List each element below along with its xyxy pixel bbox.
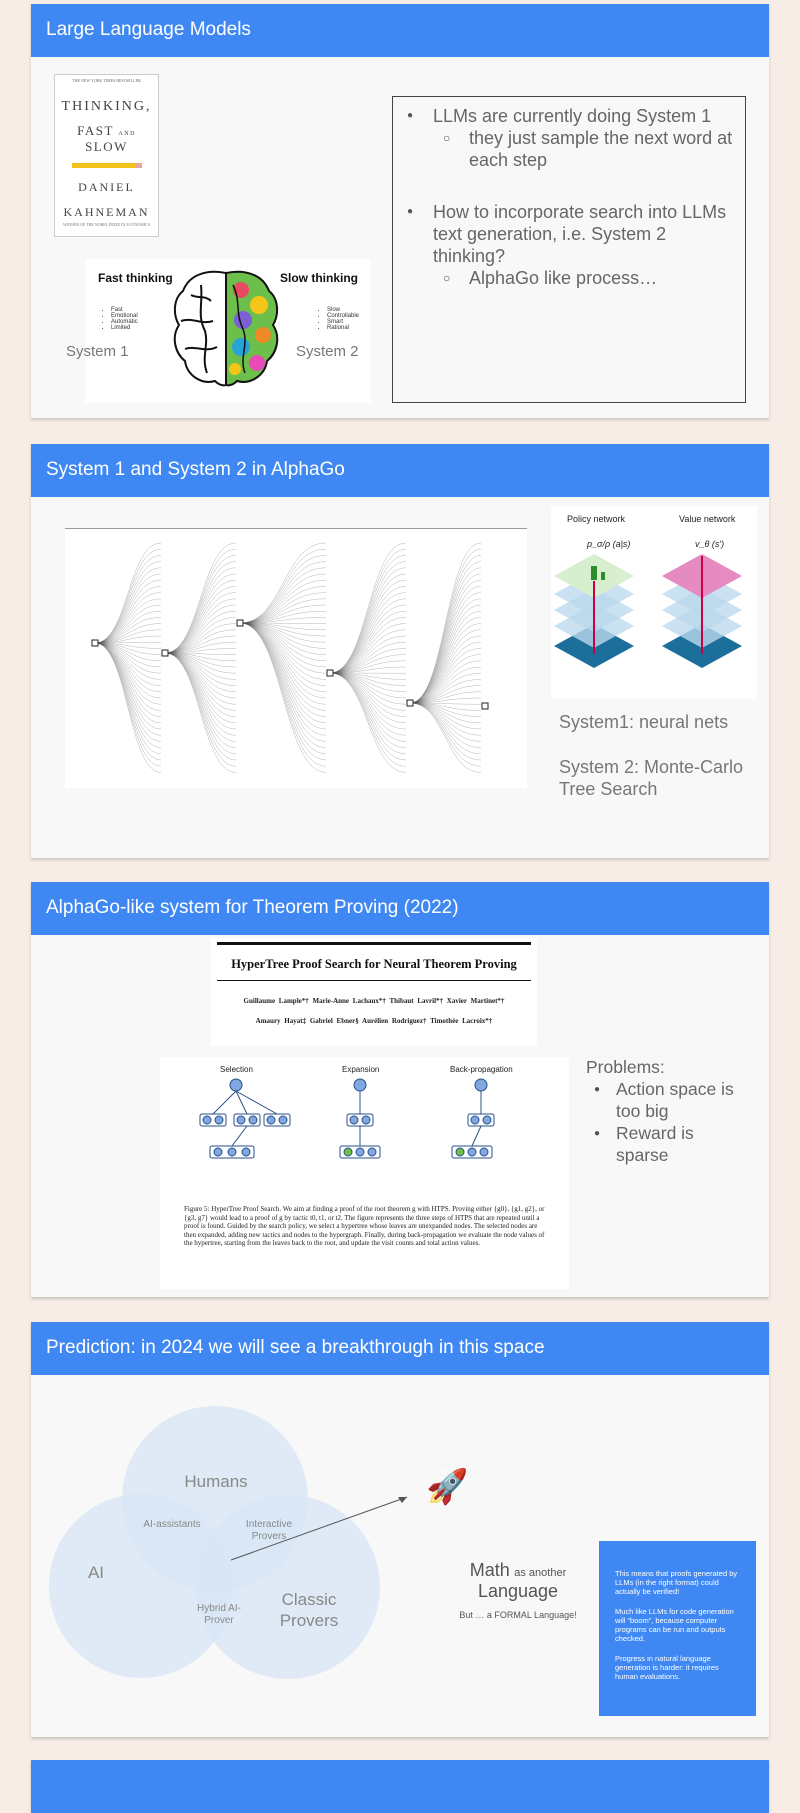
slide-title: Prediction: in 2024 we will see a breakthrough in this space [31,1322,769,1375]
book-subtitle: WINNER OF THE NOBEL PRIZE IN ECONOMICS [63,222,150,227]
slide-title: AlphaGo-like system for Theorem Proving (2022) [31,882,769,935]
system2-label: System 2 [296,343,359,360]
slide-title: System 1 and System 2 in AlphaGo [31,444,769,497]
math-formal-note: But … a FORMAL Language! [459,1610,577,1620]
brain-diagram [85,259,371,403]
book-cover-image [54,74,159,237]
note-paragraph: This means that proofs generated by LLMs (in the right format) could actually be verified! [615,1569,738,1596]
problem-item: ● Reward is sparse [586,1122,736,1166]
verification-note-box [599,1541,756,1716]
book-title-line1: THINKING, [61,99,152,114]
paper-title: HyperTree Proof Search for Neural Theorem Proving [231,957,517,971]
system1-text: System1: neural nets [559,712,729,732]
note-paragraph: Progress in natural language generation is harder: it requires human evaluations. [615,1654,719,1681]
list-item: • Rational [327,325,359,331]
note-paragraph: Much like LLMs for code generation will “boom”, because computer programs can be run and outputs checked. [615,1607,734,1643]
math-language-block [446,1560,590,1620]
network-layers-graphic [551,506,757,699]
math-suffix: as another [514,1567,567,1579]
sub-bullet-item: ○ AlphaGo like process… [407,267,735,289]
policy-network-label: Policy network [567,514,626,524]
problems-title: Problems: [586,1057,665,1077]
list-item: • Limited [111,325,138,331]
fast-thinking-list [103,307,138,331]
mcts-tree-graphic [65,528,527,788]
figure-label: Expansion [342,1065,380,1074]
paper-authors-row2: Amaury Hayat‡ Gabriel Ebner§ Aurélien Rodriguez† Timothée Lacroix*† [255,1017,493,1025]
system1-label: System 1 [66,343,129,360]
list-item: • Controllable [327,313,359,319]
system2-text: System 2: Monte-Carlo Tree Search [559,757,744,799]
list-item: • Smart [327,319,359,325]
book-author-last: KAHNEMAN [63,205,150,219]
slide-alphago-systems [31,444,769,858]
math-language: Language [477,1581,559,1601]
value-network-label: Value network [679,514,736,524]
figure-caption: Figure 5: HyperTree Proof Search. We aim at finding a proof of the root theorem g with HTPS. Proving either {g0}, {g1, g2}, or {g3, g7} would lead to a proof of g by tactic t0, t1, or t2. The figure represents the three steps of HTPS that are repeated until a proof is found. Guided by the search policy, we select a hypertree whose leaves are unexpanded nodes. The selected nodes are then expanded, adding new tactics and nodes to the hypergraph. Finally, during back-propagation we evaluate the node values of the hypertree, starting from the leaves back to the root, and update the visit counts and total action values. [184,1205,545,1247]
problem-item: ● Action space is too big [586,1078,736,1122]
book-tagline: THE NEW YORK TIMES BESTSELLER [72,78,141,83]
paper-authors-row1: Guillaume Lample*† Marie-Anne Lachaux*† Thibaut Lavril*† Xavier Martinet*† [243,997,505,1005]
venn-humans: Humans [184,1472,248,1491]
sub-bullet-item: ○ they just sample the next word at each step [407,127,735,171]
list-item: • Slow [327,307,359,313]
slow-thinking-title: Slow thinking [280,271,358,285]
slide-large-language-models [31,4,769,418]
venn-hybrid-ai-prover: Hybrid AI-Prover [197,1603,241,1626]
bullet-item: ● LLMs are currently doing System 1 [407,105,735,127]
rocket-icon: 🚀 [426,1468,469,1506]
neural-networks-image [551,506,757,699]
slide-title-partial [31,1760,769,1813]
value-formula: v_θ (s′) [695,539,725,549]
htps-figure-image [160,1057,569,1289]
next-slide-partial [31,1760,769,1813]
book-title-line2: FAST AND SLOW [77,123,136,154]
list-item: • Emotional [111,313,138,319]
brain-icon [171,265,281,391]
problems-list [586,1056,736,1166]
policy-formula: p_σ/ρ (a|s) [587,539,631,549]
slide-prediction-2024 [31,1322,769,1737]
venn-interactive-provers: Interactive Provers [245,1519,293,1542]
search-tree-image [65,528,527,788]
math-title: Math [469,1560,510,1580]
figure-label: Back-propagation [450,1065,513,1074]
slide-theorem-proving [31,882,769,1297]
figure-label: Selection [220,1065,253,1074]
hypertree-diagram [160,1057,569,1202]
slide-title: Large Language Models [31,4,769,57]
fast-thinking-title: Fast thinking [98,271,173,285]
venn-ai: AI [87,1563,105,1582]
venn-ai-assistants: AI-assistants [143,1519,201,1530]
list-item: • Fast [111,307,138,313]
venn-classic-provers: Classic Provers [279,1590,339,1630]
bullets-textbox [392,96,746,403]
list-item: • Automatic [111,319,138,325]
book-author-first: DANIEL [78,180,135,194]
bullet-item: ● How to incorporate search into LLMs text generation, i.e. System 2 thinking? [407,201,735,267]
pencil-graphic [72,163,142,168]
paper-header-image [211,938,537,1046]
slow-thinking-list [319,307,359,331]
